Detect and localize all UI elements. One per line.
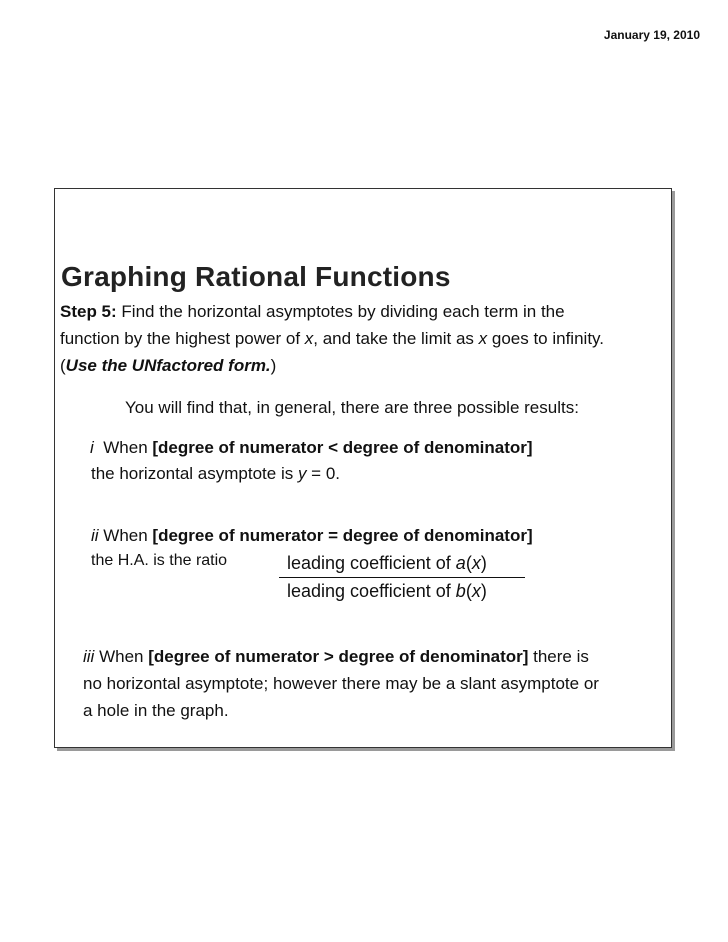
step-text-2a: function by the highest power of [60,329,305,348]
numerator-paren-open: ( [465,553,472,573]
step-note [60,356,276,376]
case-3-line-1 [83,647,589,667]
var-x: x [304,329,314,348]
fraction-numerator [285,553,489,576]
step-note-text: Use the UNfactored form. [65,356,271,375]
step-text-2c: goes to infinity. [487,329,604,348]
denominator-paren-close: ) [480,581,487,601]
fraction-bar [279,577,525,578]
case-3-line-2: no horizontal asymptote; however there may be a slant asymptote or [83,674,599,693]
case-3-when: When [94,647,149,666]
denominator-var: b [455,581,466,601]
case-1-line-1 [90,438,533,458]
var-x: x [478,329,488,348]
case-1-result-b: = 0. [306,464,341,483]
fraction-denominator [287,581,487,602]
case-1-when: When [103,438,153,457]
case-1-line-2 [91,464,340,484]
case-3-numeral: iii [83,647,95,666]
case-2-line-1 [91,526,533,546]
step-label: Step 5: [60,302,117,321]
step-text-1: Find the horizontal asymptotes by dividing each term in the [116,302,565,321]
paren-close: ) [270,356,277,375]
denominator-x: x [471,581,481,601]
case-2-result: the H.A. is the ratio [91,552,228,569]
intro-text: You will find that, in general, there are three possible results: [125,398,579,417]
denominator-text: leading coefficient of [287,581,456,601]
var-y: y [297,464,307,483]
case-2-condition: [degree of numerator = degree of denominator] [152,526,533,545]
step-line-1 [60,302,565,322]
slide [54,188,672,748]
numerator-x: x [471,553,481,573]
case-2-numeral: ii [91,526,99,545]
numerator-text: leading coefficient of [287,553,456,573]
step-line-2 [60,329,604,349]
paren-open: ( [60,356,66,375]
case-1-condition: [degree of numerator < degree of denominator] [152,438,533,457]
case-1-result-a: the horizontal asymptote is [91,464,298,483]
denominator-paren-open: ( [465,581,472,601]
numerator-var: a [455,553,466,573]
case-3-tail: there is [528,647,589,666]
numerator-paren-close: ) [480,553,487,573]
case-3-line-3: a hole in the graph. [83,701,229,720]
page-date: January 19, 2010 [603,28,700,42]
slide-title: Graphing Rational Functions [61,261,451,292]
case-3-condition: [degree of numerator > degree of denominator] [148,647,529,666]
case-2-when: When [98,526,153,545]
case-1-numeral: i [90,438,94,457]
step-text-2b: , and take the limit as [313,329,479,348]
